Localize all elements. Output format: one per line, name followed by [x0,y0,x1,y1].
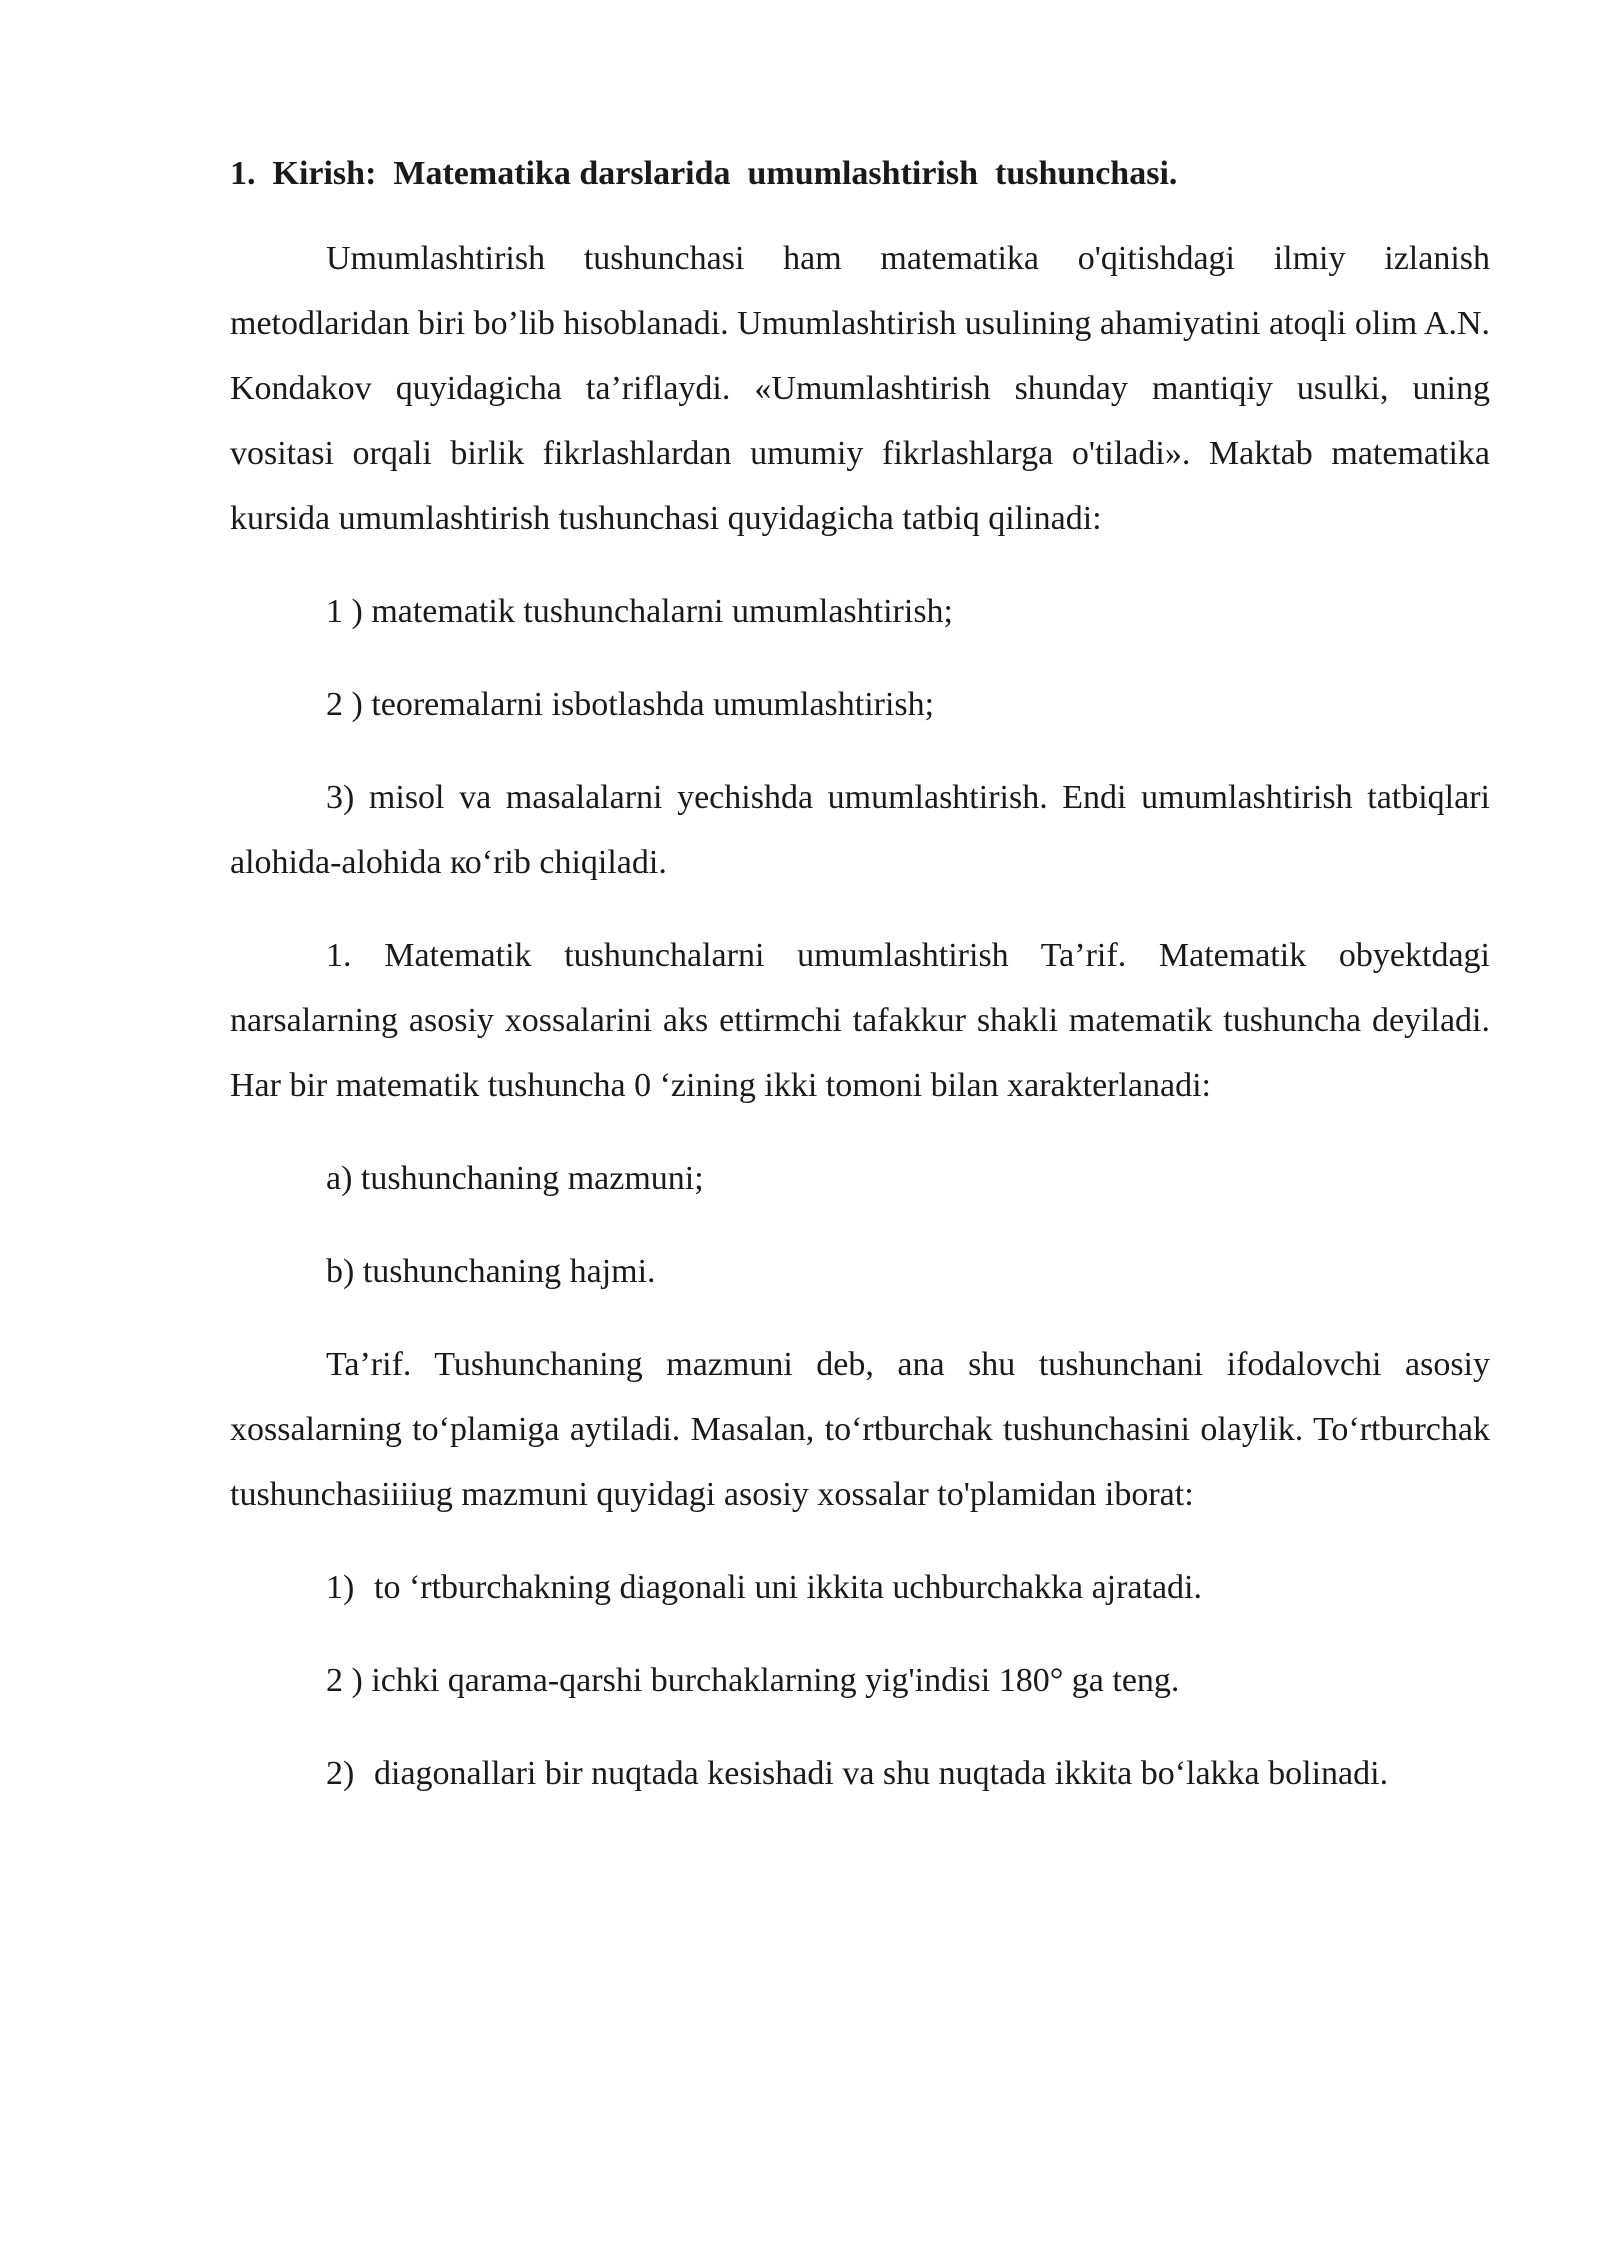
property-number: 2) [326,1755,355,1792]
property-item-2: 2 ) ichki qarama-qarshi burchaklarning yig'indisi 180° ga teng. [326,1662,1180,1699]
list-item-1: 1 ) matematik tushunchalarni umumlashtirish; [326,593,953,630]
property-number: 1) [326,1569,355,1606]
list-item-b: b) tushunchaning hajmi. [326,1253,656,1290]
section-heading: 1. Kirish: Matematika darslarida umumlashtirish tushunchasi. [230,155,1178,192]
paragraph-item-3: 3) misol va masalalarni yechishda umumlashtirish. Endi umumlashtirish tatbiqlari alohida-alohida ко‘rib chiqiladi. [230,779,1490,881]
list-item-2: 2 ) teoremalarni isbotlashda umumlashtirish; [326,686,935,723]
property-item-1 [230,1555,1490,1620]
property-text: to ‘rtburchakning diagonali uni ikkita uchburchakka ajratadi. [374,1569,1203,1606]
paragraph-definition-1: 1. Matematik tushunchalarni umumlashtirish Ta’rif. Matematik obyektdagi narsalarning asosiy xossalarini aks ettirmchi tafakkur shakli matematik tushuncha deyiladi. Har bir matematik tushuncha 0 ‘zining ikki tomoni bilan xarakterlanadi: [230,937,1490,1104]
paragraph-intro: Umumlashtirish tushunchasi ham matematika o'qitishdagi ilmiy izlanish metodlaridan biri bo’lib hisoblanadi. Umumlashtirish usulining ahamiyatini atoqli olim A.N. Kondakov quyidagicha ta’riflaydi. «Umumlashtirish shunday mantiqiy usulki, uning vositasi orqali birlik fikrlashlardan umumiy fikrlashlarga o'tiladi». Maktab matematika kursida umumlashtirish tushunchasi quyidagicha tatbiq qilinadi: [230,240,1490,537]
paragraph-definition-2: Ta’rif. Tushunchaning mazmuni deb, ana shu tushunchani ifodalovchi asosiy xossalarning to‘plamiga aytiladi. Masalan, to‘rtburchak tushunchasini olaylik. To‘rtburchak tushunchasiiiiug mazmuni quyidagi asosiy xossalar to'plamidan iborat: [230,1346,1490,1513]
property-item-3 [230,1741,1490,1806]
list-item-a: a) tushunchaning mazmuni; [326,1160,704,1197]
document-page [230,150,1490,1834]
property-text: diagonallari bir nuqtada kesishadi va shu nuqtada ikkita bo‘lakka bolinadi. [374,1755,1389,1792]
